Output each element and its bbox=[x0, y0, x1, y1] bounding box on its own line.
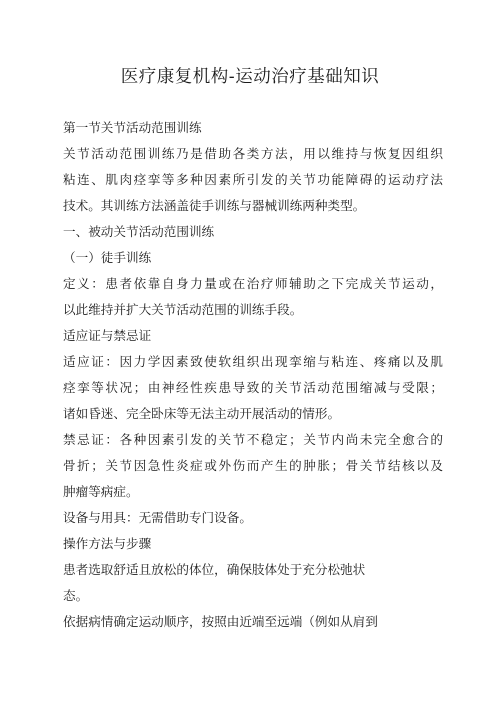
paragraph-line: 肿瘤等病症。 bbox=[63, 484, 139, 499]
paragraph-line: 患者选取舒适且放松的体位，确保肢体处于充分松弛状 bbox=[63, 562, 366, 577]
paragraph-line: 设备与用具：无需借助专门设备。 bbox=[63, 510, 252, 525]
paragraph-line: 技术。其训练方法涵盖徒手训练与器械训练两种类型。 bbox=[63, 198, 366, 213]
paragraph-line: 禁忌证：各种因素引发的关节不稳定；关节内尚未完全愈合的 bbox=[63, 432, 443, 447]
paragraph-line: 以此维持并扩大关节活动范围的训练手段。 bbox=[63, 302, 303, 317]
paragraph-line: 关节活动范围训练乃是借助各类方法，用以维持与恢复因组织 bbox=[63, 146, 443, 161]
subsection-heading: （一）徒手训练 bbox=[63, 250, 152, 265]
subsection-heading: 适应证与禁忌证 bbox=[63, 328, 152, 343]
paragraph-line: 态。 bbox=[63, 588, 89, 603]
paragraph-line: 适应证：因力学因素致使软组织出现挛缩与粘连、疼痛以及肌 bbox=[63, 354, 443, 369]
paragraph-line: 诸如昏迷、完全卧床等无法主动开展活动的情形。 bbox=[63, 406, 341, 421]
paragraph-line: 依据病情确定运动顺序，按照由近端至远端（例如从肩到 bbox=[63, 614, 378, 629]
paragraph-line: 骨折；关节因急性炎症或外伤而产生的肿胀；骨关节结核以及 bbox=[63, 458, 443, 473]
subsection-heading: 一、被动关节活动范围训练 bbox=[63, 224, 215, 239]
subsection-heading: 操作方法与步骤 bbox=[63, 536, 152, 551]
paragraph-line: 定义：患者依靠自身力量或在治疗师辅助之下完成关节运动， bbox=[63, 276, 443, 291]
paragraph-line: 痉挛等状况；由神经性疾患导致的关节活动范围缩减与受限； bbox=[63, 380, 443, 395]
paragraph-line: 粘连、肌肉痉挛等多种因素所引发的关节功能障碍的运动疗法 bbox=[63, 172, 443, 187]
section-heading: 第一节关节活动范围训练 bbox=[63, 120, 202, 135]
document-title: 医疗康复机构-运动治疗基础知识 bbox=[120, 67, 380, 87]
